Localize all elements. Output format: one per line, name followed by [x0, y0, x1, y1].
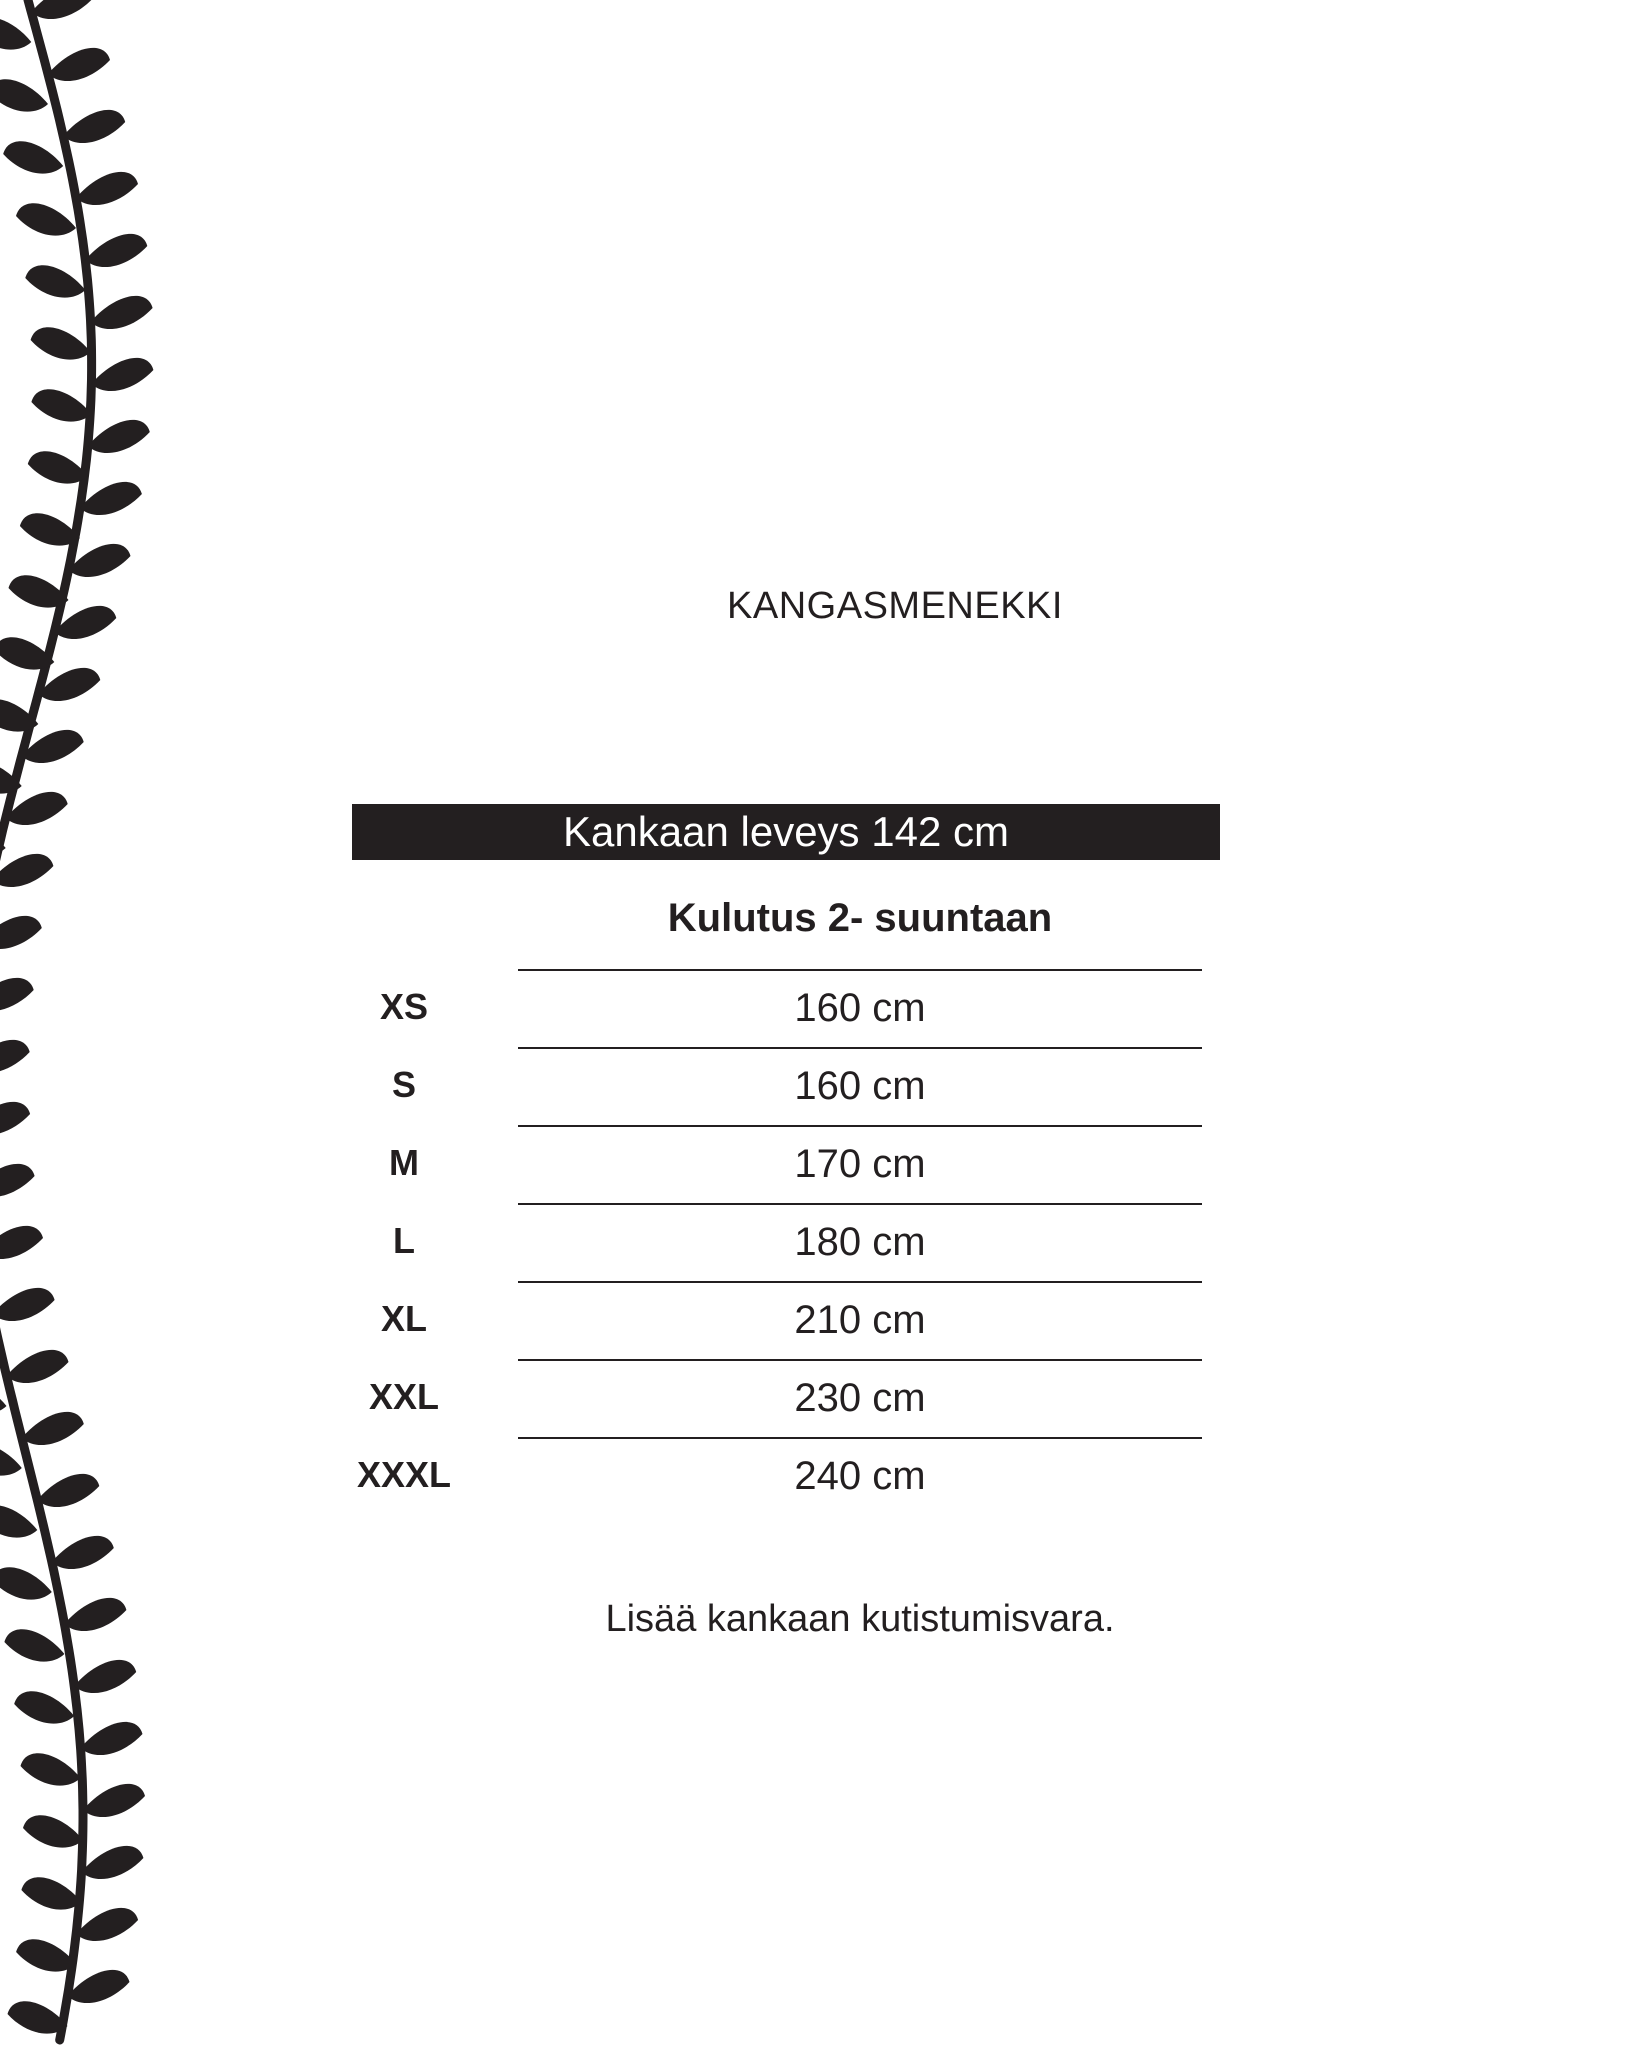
amount-value: 160 cm — [794, 986, 926, 1030]
table-divider — [518, 1047, 1202, 1049]
amount-value: 210 cm — [794, 1298, 926, 1342]
amount-value: 240 cm — [794, 1454, 926, 1498]
table-divider — [518, 1359, 1202, 1361]
size-label: L — [393, 1220, 415, 1261]
size-label: M — [389, 1142, 419, 1183]
amount-value: 170 cm — [794, 1142, 926, 1186]
amount-value: 230 cm — [794, 1376, 926, 1420]
fabric-width-banner: Kankaan leveys 142 cm — [352, 804, 1220, 860]
table-divider — [518, 1437, 1202, 1439]
table-divider — [518, 1203, 1202, 1205]
size-label: XXL — [368, 1376, 439, 1417]
table-divider — [518, 1281, 1202, 1283]
amount-value: 180 cm — [794, 1220, 926, 1264]
table-divider — [518, 969, 1202, 971]
shrinkage-note: Lisää kankaan kutistumisvara. — [605, 1598, 1115, 1640]
table-divider — [518, 1125, 1202, 1127]
size-label: XL — [380, 1298, 427, 1339]
page-title: KANGASMENEKKI — [727, 585, 1063, 627]
size-label: S — [391, 1064, 416, 1105]
size-label: XXXL — [356, 1454, 452, 1495]
size-label: XS — [379, 986, 429, 1027]
amount-value: 160 cm — [794, 1064, 926, 1108]
consumption-column-header: Kulutus 2- suuntaan — [667, 896, 1053, 940]
